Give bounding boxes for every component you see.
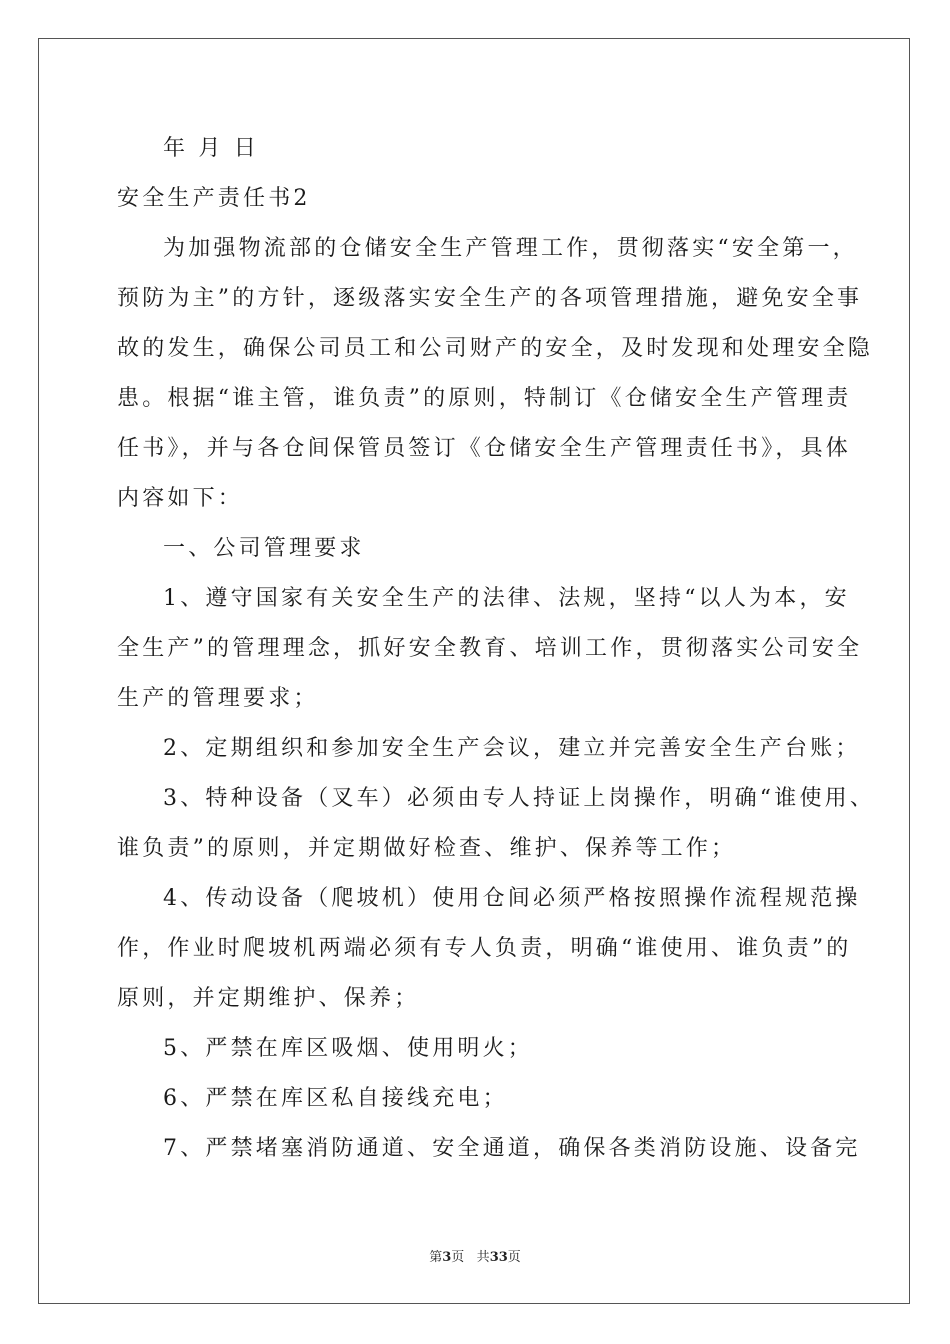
page-footer <box>0 1246 950 1265</box>
paragraph-item-7: 7、严禁堵塞消防通道、安全通道，确保各类消防设施、设备完 <box>163 1136 861 1161</box>
text-line: 故的发生，确保公司员工和公司财产的安全，及时发现和处理安全隐 <box>117 336 874 361</box>
text-line: 作，作业时爬坡机两端必须有专人负责，明确“谁使用、谁负责”的 <box>117 936 852 961</box>
footer-prefix: 第 <box>429 1250 443 1265</box>
text-line: 4、传动设备（爬坡机）使用仓间必须严格按照操作流程规范操 <box>163 886 861 911</box>
text-line: 内容如下： <box>117 486 244 511</box>
page-border <box>38 38 910 1304</box>
section-heading: 一、公司管理要求 <box>163 536 365 561</box>
text-line: 预防为主”的方针，逐级落实安全生产的各项管理措施，避免安全事 <box>117 286 863 311</box>
paragraph-item-5: 5、严禁在库区吸烟、使用明火； <box>163 1036 533 1061</box>
date-line: 年 月 日 <box>163 136 259 161</box>
text-line: 患。根据“谁主管，谁负责”的原则，特制订《仓储安全生产管理责 <box>117 386 852 411</box>
text-line: 原则，并定期维护、保养； <box>117 986 420 1011</box>
footer-page-number: 3 <box>442 1250 452 1265</box>
footer-total-suffix: 页 <box>507 1250 521 1265</box>
footer-total-pages: 33 <box>489 1250 508 1265</box>
document-heading: 安全生产责任书2 <box>117 186 311 211</box>
footer-total-prefix: 共 <box>476 1250 490 1265</box>
text-line: 生产的管理要求； <box>117 686 319 711</box>
footer-page-suffix: 页 <box>451 1250 465 1265</box>
text-line: 3、特种设备（叉车）必须由专人持证上岗操作，明确“谁使用、 <box>163 786 876 811</box>
text-line: 任书》，并与各仓间保管员签订《仓储安全生产管理责任书》，具体 <box>117 436 852 461</box>
paragraph-item-6: 6、严禁在库区私自接线充电； <box>163 1086 508 1111</box>
text-line: 1、遵守国家有关安全生产的法律、法规，坚持“以人为本，安 <box>163 586 850 611</box>
text-line: 谁负责”的原则，并定期做好检查、维护、保养等工作； <box>117 836 737 861</box>
paragraph-item-2: 2、定期组织和参加安全生产会议，建立并完善安全生产台账； <box>163 736 861 761</box>
text-line: 全生产”的管理理念，抓好安全教育、培训工作，贯彻落实公司安全 <box>117 636 863 661</box>
text-line: 为加强物流部的仓储安全生产管理工作，贯彻落实“安全第一， <box>163 236 858 261</box>
